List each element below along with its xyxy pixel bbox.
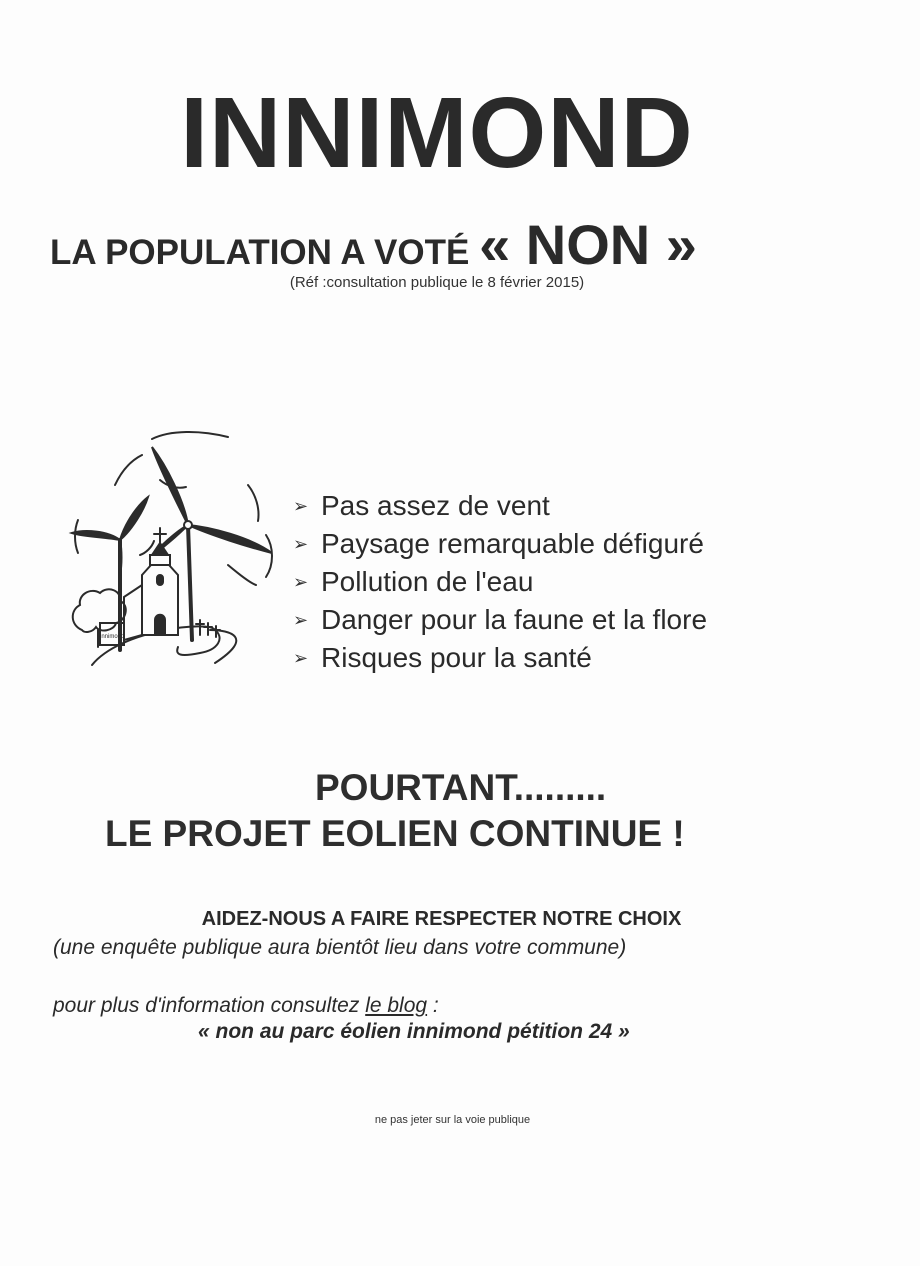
- reason-text: Paysage remarquable défiguré: [321, 528, 704, 559]
- reasons-list: [293, 487, 707, 677]
- right-turbine-blade-right: [188, 525, 272, 553]
- reason-item: [293, 601, 707, 639]
- reason-text: Danger pour la faune et la flore: [321, 604, 708, 635]
- open-quote: «: [479, 213, 511, 276]
- info-suffix: :: [427, 994, 439, 1017]
- footer-note: ne pas jeter sur la voie publique: [374, 1114, 531, 1126]
- reason-text: Risques pour la santé: [321, 642, 592, 673]
- vote-result-heading: [50, 215, 697, 283]
- reason-item: [293, 525, 707, 563]
- info-prefix: pour plus d'information consultez: [53, 994, 366, 1017]
- arrow-bullet-icon: ➢: [293, 648, 309, 668]
- arrow-bullet-icon: ➢: [293, 610, 309, 630]
- arrow-bullet-icon: ➢: [293, 572, 309, 592]
- reason-item: [293, 563, 707, 601]
- vote-result-text: LA POPULATION A VOTÉ: [50, 233, 480, 272]
- info-line: [53, 992, 439, 1020]
- reason-text: Pollution de l'eau: [321, 566, 534, 597]
- vote-result-emphasis: NON: [510, 213, 666, 276]
- sign-label: Innimond: [99, 634, 125, 640]
- arrow-bullet-icon: ➢: [293, 496, 309, 516]
- blog-name: « non au parc éolien innimond pétition 24 »: [198, 1020, 630, 1043]
- reason-item: [293, 639, 707, 677]
- left-turbine-blade-left: [72, 531, 120, 540]
- left-turbine-blade-up: [120, 497, 148, 540]
- reason-item: [293, 487, 707, 525]
- headline-line-2: LE PROJET EOLIEN CONTINUE !: [105, 813, 685, 854]
- wind-turbines-church-drawing: [60, 425, 285, 675]
- consultation-reference: (Réf :consultation publique le 8 février 2015): [289, 274, 585, 291]
- call-to-action-heading: AIDEZ-NOUS A FAIRE RESPECTER NOTRE CHOIX: [201, 908, 682, 930]
- page-title: INNIMOND: [180, 77, 694, 189]
- headline-line-1: POURTANT.........: [315, 767, 607, 808]
- arrow-bullet-icon: ➢: [293, 534, 309, 554]
- right-turbine-mast: [188, 525, 192, 640]
- close-quote: »: [665, 213, 697, 276]
- blog-link[interactable]: le blog: [365, 994, 428, 1017]
- reason-text: Pas assez de vent: [321, 490, 550, 521]
- public-inquiry-note: (une enquête publique aura bientôt lieu dans votre commune): [53, 936, 627, 959]
